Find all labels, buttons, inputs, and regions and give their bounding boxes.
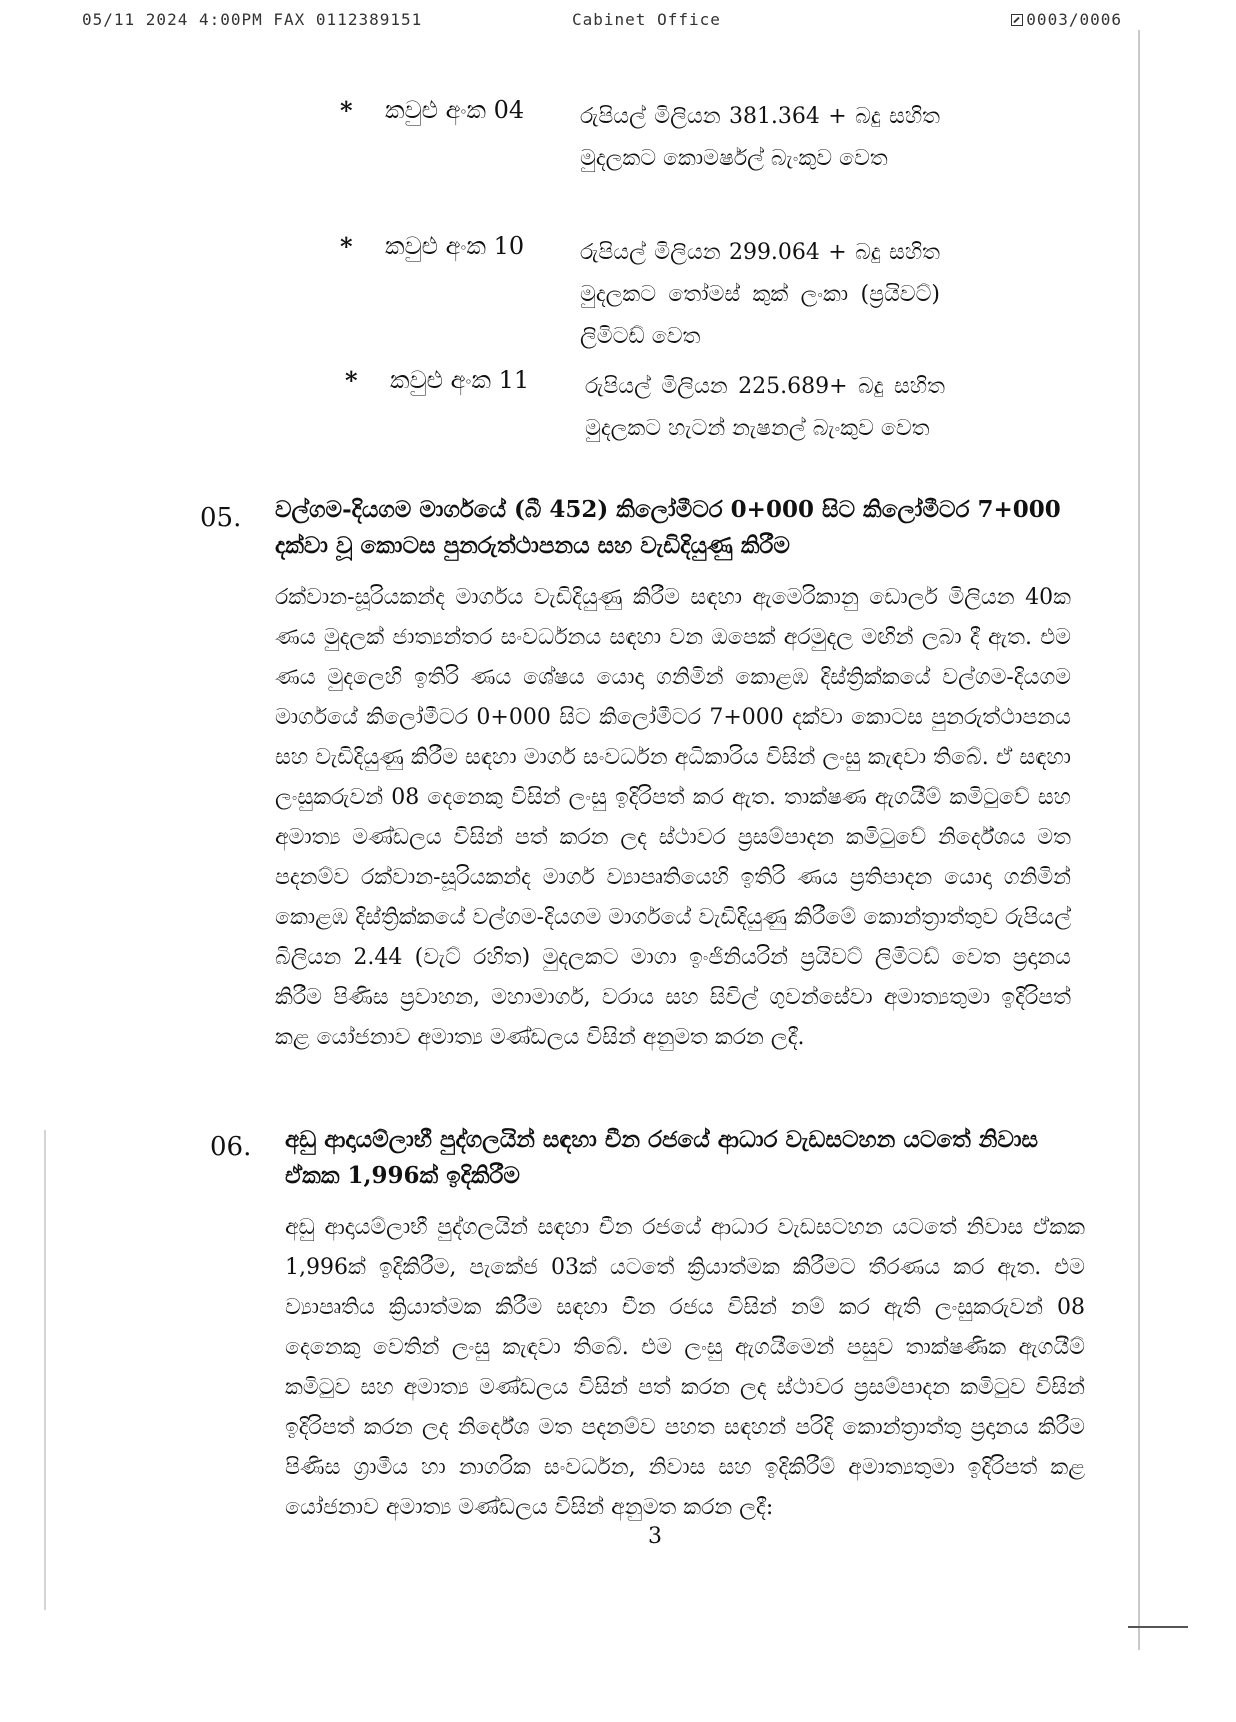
- counter-award-item: [345, 366, 985, 496]
- section-body: අඩු ආදායම්ලාභී පුද්ගලයින් සඳහා චීන රජයේ ආධාර වැඩසටහන යටතේ නිවාස ඒකක 1,996ක් ඉදිකිරීම, පැකේජ 03ක් යටතේ ක්‍රියාත්මක කිරීමට තීරණය කර ඇත. එම ව්‍යාපෘතිය ක්‍රියාත්මක කිරීම සඳහා චීන රජය විසින් නම් කර ඇති ලංසුකරුවන් 08 දෙනෙකු වෙතින් ලංසු කැඳවා තිබේ. එම ලංසු ඇගයීමෙන් පසුව තාක්ෂණික ඇගයීම් කමිටුව සහ අමාත්‍ය මණ්ඩලය විසින් පත් කරන ලද ස්ථාවර ප්‍රසම්පාදන කමිටුව විසින් ඉදිරිපත් කරන ලද නිර්දේශ මත පදනම්ව පහත සඳහන් පරිදි කොන්ත්‍රාත්තු ප්‍රදානය කිරීම පිණිස ග්‍රාමීය හා නාගරික සංවර්ධන, නිවාස සහ ඉදිකිරීම් අමාත්‍යතුමා ඉදිරිපත් කළ යෝජනාව අමාත්‍ය මණ්ඩලය විසින් අනුමත කරන ලදී:: [285, 1215, 1085, 1520]
- bullet-marker: *: [345, 366, 358, 395]
- fax-timestamp-number: 05/11 2024 4:00PM FAX 0112389151: [82, 10, 423, 29]
- award-text: රුපියල් මිලියන 299.064 + බදු සහිත මුදලකට තෝමස් කුක් ලංකා (ප්‍රයිවට්) ලිමිටඩ් වෙත: [580, 240, 940, 349]
- bullet-marker: *: [340, 232, 353, 261]
- counter-award-item: [340, 96, 980, 226]
- counter-label: කවුළු අංක 10: [385, 232, 525, 260]
- fax-sender: Cabinet Office: [572, 10, 721, 29]
- section-title: අඩු ආදායම්ලාභී පුද්ගලයින් සඳහා චීන රජයේ ආධාර වැඩසටහන යටතේ නිවාස ඒකක 1,996ක් ඉදිකිරීම: [285, 1126, 1039, 1189]
- fax-header: [82, 6, 1122, 34]
- checkbox-icon: [1011, 14, 1023, 26]
- fax-page-counter: [1011, 10, 1122, 29]
- counter-label: කවුළු අංක 11: [390, 366, 530, 394]
- section-body: රක්වාන-සූරියකන්ද මාර්ගය වැඩිදියුණු කිරීම සඳහා ඇමෙරිකානු ඩොලර් මිලියන 40ක ණය මුදලක් ජාත්‍යන්තර සංවර්ධනය සඳහා වන ඔපෙක් අරමුදල මඟින් ලබා දී ඇත. එම ණය මුදලෙහි ඉතිරි ණය ශේෂය යොදා ගනිමින් කොළඹ දිස්ත්‍රික්කයේ වල්ගම-දියගම මාර්ගයේ කිලෝමීටර 0+000 සිට කිලෝමීටර 7+000 දක්වා කොටස පුනරුත්ථාපනය සහ වැඩිදියුණු කිරීම සඳහා මාර්ග සංවර්ධන අධිකාරිය විසින් ලංසු කැඳවා තිබේ. ඒ සඳහා ලංසුකරුවන් 08 දෙනෙකු විසින් ලංසු ඉදිරිපත් කර ඇත. තාක්ෂණ ඇගයීම් කමිටුවේ සහ අමාත්‍ය මණ්ඩලය විසින් පත් කරන ලද ස්ථාවර ප්‍රසම්පාදන කමිටුවේ නිර්දේශය මත පදනම්ව රක්වාන-සූරියකන්ද මාර්ග ව්‍යාපෘතියෙහි ඉතිරි ණය ප්‍රතිපාදන යොදා ගනිමින් කොළඹ දිස්ත්‍රික්කයේ වල්ගම-දියගම මාර්ගයේ වැඩිදියුණු කිරීමේ කොන්ත්‍රාත්තුව රුපියල් බිලියන 2.44 (වැට් රහිත) මුදලකට මාගා ඉංජිනියරින් ප්‍රයිවට් ලිමිටඩ් වෙත ප්‍රදානය කිරීම පිණිස ප්‍රවාහන, මහාමාර්ග, වරාය සහ සිවිල් ගුවන්සේවා අමාත්‍යතුමා ඉදිරිපත් කළ යෝජනාව අමාත්‍ය මණ්ඩලය විසින් අනුමත කරන ලදී.: [275, 585, 1071, 1050]
- counter-label: කවුළු අංක 04: [385, 96, 525, 124]
- award-text: රුපියල් මිලියන 225.689+ බදු සහිත මුදලකට හැටන් නැෂනල් බැංකුව වෙත: [585, 374, 945, 441]
- award-text: රුපියල් මිලියන 381.364 + බදු සහිත මුදලකට කොමර්ෂල් බැංකුව වෙත: [580, 104, 940, 171]
- section-title: වල්ගම-දියගම මාර්ගයේ (බී 452) කිලෝමීටර 0+000 සිට කිලෝමීටර 7+000 දක්වා වූ කොටස පුනරුත්ථාපනය සහ වැඩිදියුණු කිරීම: [275, 496, 1061, 559]
- section-number: 05.: [200, 503, 242, 533]
- page-number: 3: [648, 1524, 662, 1549]
- section-number: 06.: [210, 1132, 252, 1162]
- counter-award-item: [340, 232, 980, 362]
- fax-page-count: 0003/0006: [1026, 10, 1122, 29]
- scan-edge-line: [1138, 30, 1140, 1650]
- bullet-marker: *: [340, 96, 353, 125]
- footer-rule: [1128, 1626, 1188, 1628]
- scan-edge-line: [44, 1130, 46, 1610]
